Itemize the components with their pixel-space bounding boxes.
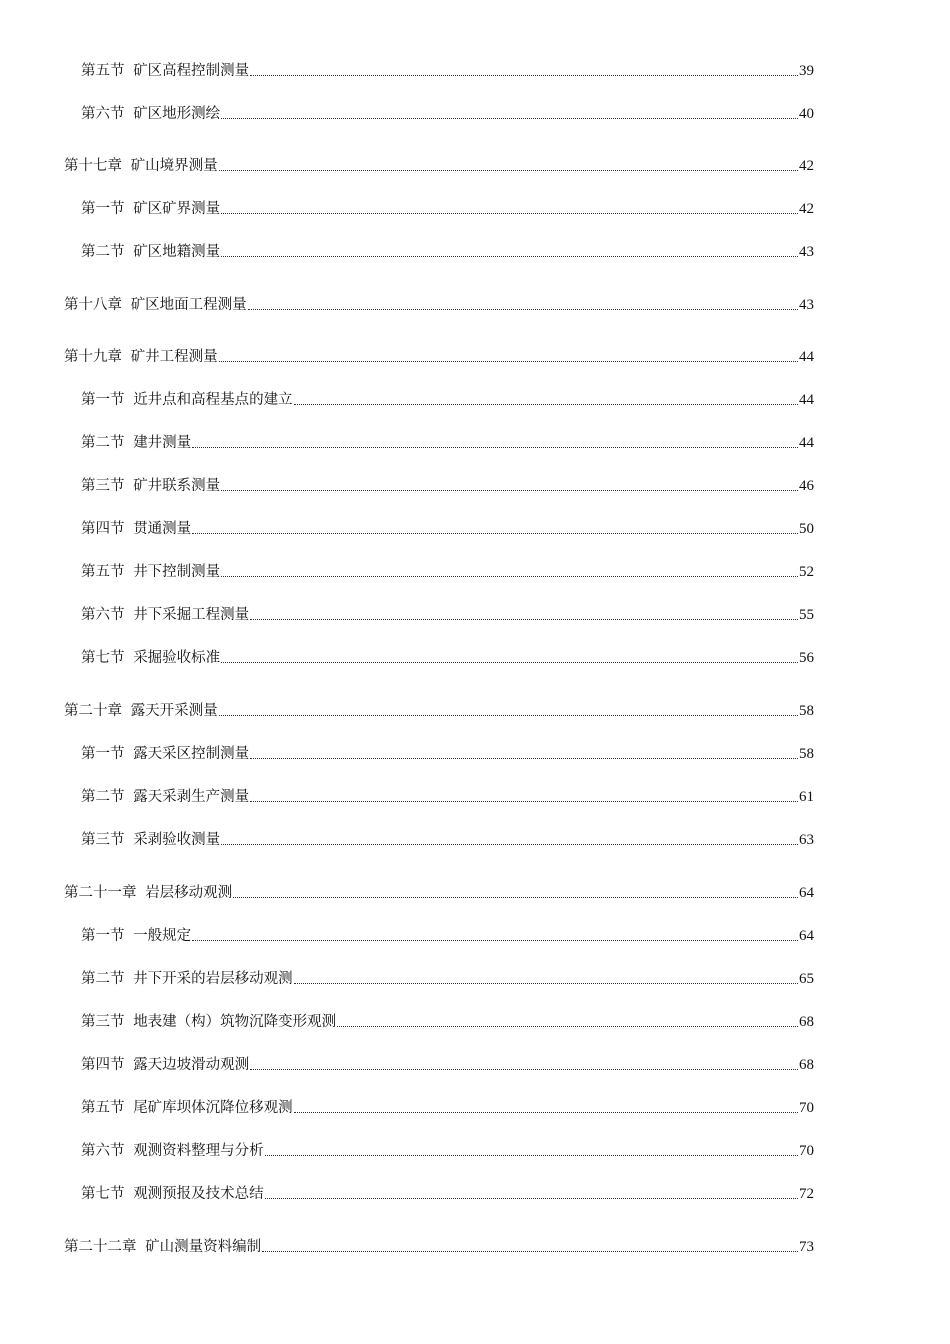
toc-section-entry[interactable] — [81, 434, 814, 452]
toc-section-entry[interactable] — [81, 831, 814, 849]
entry-title: 贯通测量 — [133, 521, 192, 537]
entry-title: 矿区地面工程测量 — [130, 297, 247, 313]
page-number: 55 — [799, 607, 814, 623]
page-number: 61 — [799, 789, 814, 805]
dot-leader — [192, 533, 798, 534]
toc-section-entry[interactable] — [81, 520, 814, 538]
page-number: 58 — [799, 703, 814, 719]
page-number: 43 — [799, 244, 814, 260]
toc-section-entry[interactable] — [81, 1013, 814, 1031]
page-number: 43 — [799, 297, 814, 313]
entry-title: 矿井联系测量 — [133, 478, 221, 494]
toc-section-entry[interactable] — [81, 927, 814, 945]
toc-section-entry[interactable] — [81, 243, 814, 261]
toc-section-entry[interactable] — [81, 1099, 814, 1117]
entry-number: 第二十二章 — [64, 1239, 137, 1255]
dot-leader — [294, 404, 798, 405]
dot-leader — [221, 662, 798, 663]
page-number: 50 — [799, 521, 814, 537]
entry-number: 第六节 — [81, 106, 125, 122]
toc-section-entry[interactable] — [81, 649, 814, 667]
entry-number: 第十七章 — [64, 158, 122, 174]
entry-number: 第七节 — [81, 650, 125, 666]
page-number: 44 — [799, 435, 814, 451]
dot-leader — [221, 844, 798, 845]
entry-number: 第三节 — [81, 1014, 125, 1030]
page-number: 70 — [799, 1100, 814, 1116]
toc-chapter-entry[interactable] — [64, 884, 814, 902]
entry-number: 第十八章 — [64, 297, 122, 313]
entry-title: 矿山境界测量 — [130, 158, 218, 174]
entry-number: 第二节 — [81, 789, 125, 805]
dot-leader — [248, 309, 798, 310]
dot-leader — [250, 801, 798, 802]
entry-number: 第七节 — [81, 1186, 125, 1202]
entry-title: 矿区矿界测量 — [133, 201, 221, 217]
dot-leader — [294, 1112, 798, 1113]
entry-number: 第一节 — [81, 928, 125, 944]
entry-number: 第二节 — [81, 971, 125, 987]
page-number: 68 — [799, 1057, 814, 1073]
entry-number: 第五节 — [81, 1100, 125, 1116]
page-number: 42 — [799, 158, 814, 174]
toc-section-entry[interactable] — [81, 62, 814, 80]
entry-title: 矿区地形测绘 — [133, 106, 221, 122]
entry-title: 井下采掘工程测量 — [133, 607, 250, 623]
dot-leader — [250, 619, 798, 620]
entry-title: 矿井工程测量 — [130, 349, 218, 365]
toc-chapter-entry[interactable] — [64, 348, 814, 366]
entry-number: 第二节 — [81, 435, 125, 451]
dot-leader — [221, 576, 798, 577]
toc-section-entry[interactable] — [81, 745, 814, 763]
entry-number: 第三节 — [81, 478, 125, 494]
page-number: 65 — [799, 971, 814, 987]
entry-title: 尾矿库坝体沉降位移观测 — [133, 1100, 293, 1116]
toc-section-entry[interactable] — [81, 1056, 814, 1074]
entry-title: 矿山测量资料编制 — [145, 1239, 262, 1255]
page-number: 58 — [799, 746, 814, 762]
page-number: 73 — [799, 1239, 814, 1255]
entry-title: 一般规定 — [133, 928, 192, 944]
dot-leader — [221, 213, 798, 214]
entry-number: 第十九章 — [64, 349, 122, 365]
entry-title: 近井点和高程基点的建立 — [133, 392, 293, 408]
page-number: 42 — [799, 201, 814, 217]
toc-section-entry[interactable] — [81, 1185, 814, 1203]
entry-number: 第一节 — [81, 201, 125, 217]
dot-leader — [221, 118, 798, 119]
dot-leader — [219, 361, 798, 362]
page-number: 44 — [799, 392, 814, 408]
entry-number: 第五节 — [81, 564, 125, 580]
page-number: 68 — [799, 1014, 814, 1030]
toc-section-entry[interactable] — [81, 606, 814, 624]
toc-section-entry[interactable] — [81, 105, 814, 123]
dot-leader — [265, 1198, 798, 1199]
entry-title: 井下开采的岩层移动观测 — [133, 971, 293, 987]
toc-section-entry[interactable] — [81, 477, 814, 495]
page-number: 40 — [799, 106, 814, 122]
entry-number: 第二十一章 — [64, 885, 137, 901]
page-number: 39 — [799, 63, 814, 79]
dot-leader — [192, 940, 798, 941]
toc-section-entry[interactable] — [81, 788, 814, 806]
toc-chapter-entry[interactable] — [64, 702, 814, 720]
dot-leader — [337, 1026, 798, 1027]
dot-leader — [265, 1155, 798, 1156]
toc-section-entry[interactable] — [81, 1142, 814, 1160]
page-number: 52 — [799, 564, 814, 580]
entry-title: 露天采区控制测量 — [133, 746, 250, 762]
entry-title: 采剥验收测量 — [133, 832, 221, 848]
dot-leader — [250, 758, 798, 759]
dot-leader — [294, 983, 798, 984]
entry-number: 第二节 — [81, 244, 125, 260]
entry-title: 露天开采测量 — [130, 703, 218, 719]
entry-title: 露天边坡滑动观测 — [133, 1057, 250, 1073]
entry-number: 第六节 — [81, 607, 125, 623]
entry-title: 矿区高程控制测量 — [133, 63, 250, 79]
page-number: 70 — [799, 1143, 814, 1159]
entry-number: 第四节 — [81, 1057, 125, 1073]
entry-title: 矿区地籍测量 — [133, 244, 221, 260]
entry-number: 第五节 — [81, 63, 125, 79]
dot-leader — [192, 447, 798, 448]
entry-number: 第一节 — [81, 392, 125, 408]
toc-chapter-entry[interactable] — [64, 157, 814, 175]
entry-title: 观测资料整理与分析 — [133, 1143, 264, 1159]
entry-title: 井下控制测量 — [133, 564, 221, 580]
toc-section-entry[interactable] — [81, 563, 814, 581]
entry-number: 第三节 — [81, 832, 125, 848]
entry-title: 岩层移动观测 — [145, 885, 233, 901]
toc-chapter-entry[interactable] — [64, 296, 814, 314]
dot-leader — [233, 897, 798, 898]
dot-leader — [219, 170, 798, 171]
entry-number: 第一节 — [81, 746, 125, 762]
entry-title: 观测预报及技术总结 — [133, 1186, 264, 1202]
page-number: 72 — [799, 1186, 814, 1202]
page-number: 44 — [799, 349, 814, 365]
page-number: 64 — [799, 928, 814, 944]
entry-number: 第二十章 — [64, 703, 122, 719]
entry-title: 露天采剥生产测量 — [133, 789, 250, 805]
toc-section-entry[interactable] — [81, 391, 814, 409]
dot-leader — [221, 256, 798, 257]
dot-leader — [221, 490, 798, 491]
dot-leader — [250, 75, 798, 76]
entry-number: 第六节 — [81, 1143, 125, 1159]
entry-title: 地表建（构）筑物沉降变形观测 — [133, 1014, 337, 1030]
page-number: 63 — [799, 832, 814, 848]
dot-leader — [219, 715, 798, 716]
toc-section-entry[interactable] — [81, 200, 814, 218]
entry-title: 采掘验收标准 — [133, 650, 221, 666]
page-number: 56 — [799, 650, 814, 666]
dot-leader — [250, 1069, 798, 1070]
entry-number: 第四节 — [81, 521, 125, 537]
toc-section-entry[interactable] — [81, 970, 814, 988]
dot-leader — [262, 1251, 798, 1252]
entry-title: 建井测量 — [133, 435, 192, 451]
page-number: 64 — [799, 885, 814, 901]
page-number: 46 — [799, 478, 814, 494]
toc-chapter-entry[interactable] — [64, 1238, 814, 1256]
